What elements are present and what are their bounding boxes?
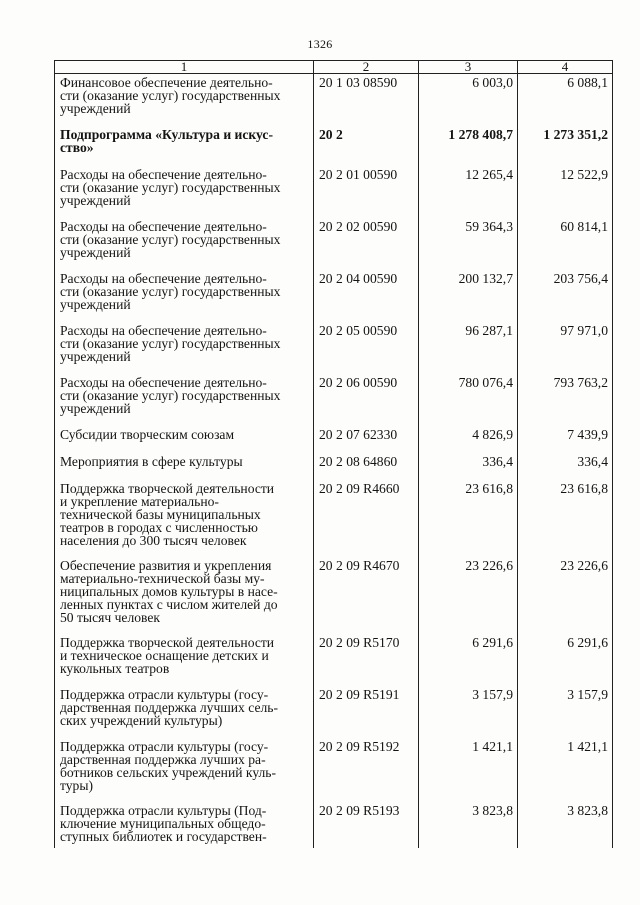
table-row [55,74,613,126]
row-value-col4: 3 157,9 [518,686,613,738]
row-code-cell: 20 2 09 R4660 [314,480,419,557]
row-name-line: Поддержка отрасли культуры (Под- [60,802,267,818]
table-row [55,322,613,374]
row-name-line: Поддержка отрасли культуры (госу- [60,686,269,702]
row-code-cell: 20 2 01 00590 [314,166,419,218]
row-name-line: и техническое оснащение детских и [60,647,269,663]
row-value-col4: 12 522,9 [518,166,613,218]
row-name-line: Мероприятия в сфере культуры [60,453,243,469]
row-value-col4: 60 814,1 [518,218,613,270]
row-name-line: ских учреждений культуры) [60,712,223,728]
row-value-col4: 1 273 351,2 [518,126,613,166]
row-code-cell: 20 2 07 62330 [314,426,419,453]
row-name-line: кукольных театров [60,660,170,676]
row-value-col3: 6 003,0 [419,74,518,126]
row-code-cell: 20 2 09 R5192 [314,738,419,802]
row-name-cell [55,218,314,270]
row-code-cell: 20 1 03 08590 [314,74,419,126]
row-code-cell: 20 2 09 R5193 [314,802,419,848]
row-code-cell: 20 2 05 00590 [314,322,419,374]
row-name-line: Расходы на обеспечение деятельно- [60,270,267,286]
table-row [55,480,613,557]
row-value-col3: 1 278 408,7 [419,126,518,166]
row-value-col3: 336,4 [419,453,518,480]
row-name-line: ключение муниципальных общедо- [60,815,266,831]
row-name-line: ступных библиотек и государствен- [60,828,267,844]
row-value-col3: 4 826,9 [419,426,518,453]
row-name-line: дарственная поддержка лучших ра- [60,751,266,767]
row-name-line: ботников сельских учреждений куль- [60,764,277,780]
table-body [55,74,613,848]
row-value-col3: 1 421,1 [419,738,518,802]
row-name-line: сти (оказание услуг) государственных [60,179,281,195]
row-value-col4: 793 763,2 [518,374,613,426]
row-name-cell [55,453,314,480]
row-value-col4: 336,4 [518,453,613,480]
row-name-line: Расходы на обеспечение деятельно- [60,322,267,338]
row-name-line: туры) [60,777,94,793]
table-row [55,686,613,738]
budget-table [54,60,613,848]
row-name-line: театров в городах с численностью [60,519,258,535]
row-name-cell [55,322,314,374]
row-code-cell: 20 2 [314,126,419,166]
row-code-cell: 20 2 09 R5170 [314,634,419,686]
column-header-3: 3 [419,61,518,74]
table-row [55,426,613,453]
row-name-line: сти (оказание услуг) государственных [60,231,281,247]
column-header-2: 2 [314,61,419,74]
row-value-col3: 780 076,4 [419,374,518,426]
row-name-line: Поддержка творческой деятельности [60,480,275,496]
row-name-line: учреждений [60,400,131,416]
row-name-line: Поддержка творческой деятельности [60,634,275,650]
row-value-col4: 23 616,8 [518,480,613,557]
row-name-line: 50 тысяч человек [60,609,161,625]
row-name-cell [55,166,314,218]
row-value-col3: 3 157,9 [419,686,518,738]
row-code-cell: 20 2 09 R5191 [314,686,419,738]
row-value-col4: 6 291,6 [518,634,613,686]
row-name-line: Финансовое обеспечение деятельно- [60,75,273,90]
row-value-col4: 7 439,9 [518,426,613,453]
row-name-line: Поддержка отрасли культуры (госу- [60,738,269,754]
row-code-cell: 20 2 04 00590 [314,270,419,322]
row-name-cell [55,480,314,557]
row-code-cell: 20 2 02 00590 [314,218,419,270]
row-name-cell [55,738,314,802]
row-value-col4: 23 226,6 [518,557,613,634]
row-name-line: сти (оказание услуг) государственных [60,283,281,299]
row-name-line: Субсидии творческим союзам [60,426,235,442]
table-row [55,126,613,166]
row-name-line: дарственная поддержка лучших сель- [60,699,278,715]
row-name-line: ниципальных домов культуры в насе- [60,583,278,599]
row-name-line: учреждений [60,101,131,116]
row-name-cell [55,634,314,686]
table-row [55,270,613,322]
row-name-line: учреждений [60,296,131,312]
row-value-col3: 23 616,8 [419,480,518,557]
row-name-cell [55,74,314,126]
row-value-col3: 23 226,6 [419,557,518,634]
row-value-col3: 6 291,6 [419,634,518,686]
row-name-line: учреждений [60,192,131,208]
row-name-line: Обеспечение развития и укрепления [60,557,272,573]
row-name-cell [55,374,314,426]
row-name-cell [55,557,314,634]
row-name-line: Расходы на обеспечение деятельно- [60,166,267,182]
row-value-col4: 97 971,0 [518,322,613,374]
header-row [55,61,613,74]
row-name-line: материально-технической базы му- [60,570,265,586]
row-name-cell [55,126,314,166]
row-code-cell: 20 2 09 R4670 [314,557,419,634]
row-value-col4: 1 421,1 [518,738,613,802]
row-name-cell [55,426,314,453]
row-code-cell: 20 2 08 64860 [314,453,419,480]
table-row [55,634,613,686]
row-name-line: Подпрограмма «Культура и искус- [60,126,273,142]
table-row [55,738,613,802]
table-row [55,453,613,480]
column-header-4: 4 [518,61,613,74]
row-value-col3: 96 287,1 [419,322,518,374]
table-row [55,802,613,848]
row-name-line: Расходы на обеспечение деятельно- [60,218,267,234]
table-row [55,557,613,634]
row-name-line: сти (оказание услуг) государственных [60,88,281,103]
row-value-col3: 200 132,7 [419,270,518,322]
row-name-cell [55,802,314,848]
row-name-line: технической базы муниципальных [60,506,261,522]
table-row [55,166,613,218]
row-name-line: ленных пунктах с числом жителей до [60,596,278,612]
row-name-line: учреждений [60,244,131,260]
row-value-col4: 203 756,4 [518,270,613,322]
row-name-cell [55,270,314,322]
table-row [55,374,613,426]
page-number: 1326 [307,37,333,51]
row-name-cell [55,686,314,738]
table-row [55,218,613,270]
row-name-line: сти (оказание услуг) государственных [60,387,281,403]
row-code-cell: 20 2 06 00590 [314,374,419,426]
row-name-line: ство» [60,139,94,155]
row-value-col4: 3 823,8 [518,802,613,848]
row-name-line: Расходы на обеспечение деятельно- [60,374,267,390]
row-name-line: сти (оказание услуг) государственных [60,335,281,351]
row-name-line: населения до 300 тысяч человек [60,532,247,548]
row-name-line: учреждений [60,348,131,364]
row-value-col3: 3 823,8 [419,802,518,848]
row-name-line: и укрепление материально- [60,493,219,509]
column-header-1: 1 [55,61,314,74]
row-value-col4: 6 088,1 [518,74,613,126]
row-value-col3: 12 265,4 [419,166,518,218]
row-value-col3: 59 364,3 [419,218,518,270]
